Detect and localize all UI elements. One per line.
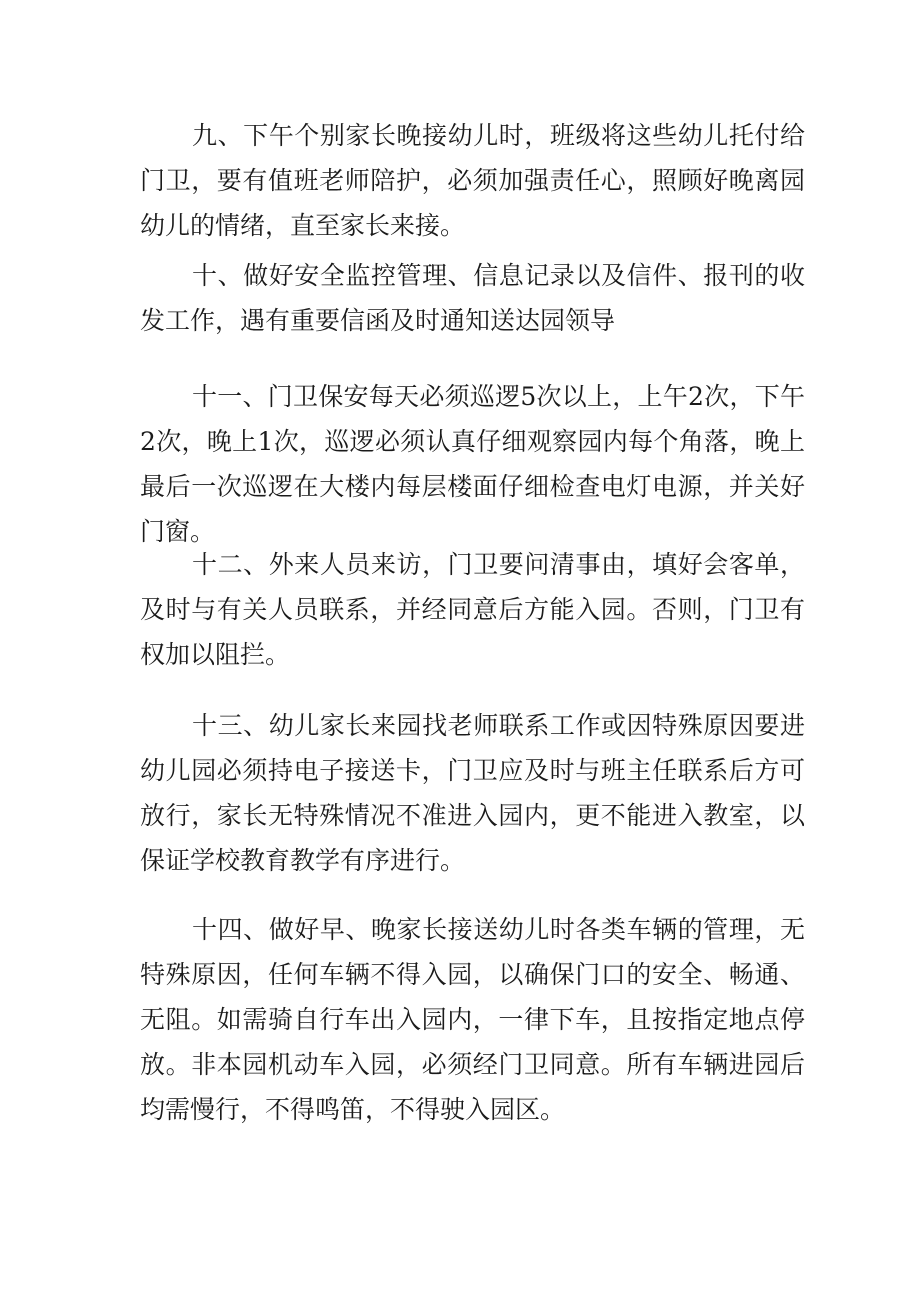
paragraph-rule-12: 十二、外来人员来访，门卫要问清事由，填好会客单，及时与有关人员联系，并经同意后方能入园。否则，门卫有权加以阻拦。 bbox=[140, 550, 805, 669]
paragraph-rule-13: 十三、幼儿家长来园找老师联系工作或因特殊原因要进幼儿园必须持电子接送卡，门卫应及时与班主任联系后方可放行，家长无特殊情况不准进入园内，更不能进入教室，以保证学校教育教学有序进行。 bbox=[140, 711, 805, 875]
paragraph-rule-11: 十一、门卫保安每天必须巡逻5次以上，上午2次，下午2次，晚上1次，巡逻必须认真仔细观察园内每个角落，晚上最后一次巡逻在大楼内每层楼面仔细检查电灯电源，并关好门窗。 bbox=[140, 382, 805, 546]
paragraph-rule-9: 九、下午个别家长晚接幼儿时，班级将这些幼儿托付给门卫，要有值班老师陪护，必须加强责任心，照顾好晚离园幼儿的情绪，直至家长来接。 bbox=[140, 121, 805, 240]
paragraph-rule-10: 十、做好安全监控管理、信息记录以及信件、报刊的收发工作，遇有重要信函及时通知送达园领导 bbox=[140, 261, 805, 335]
paragraph-rule-14: 十四、做好早、晚家长接送幼儿时各类车辆的管理，无特殊原因，任何车辆不得入园，以确保门口的安全、畅通、无阻。如需骑自行车出入园内，一律下车，且按指定地点停放。非本园机动车入园，必须经门卫同意。所有车辆进园后均需慢行，不得鸣笛，不得驶入园区。 bbox=[140, 915, 805, 1124]
